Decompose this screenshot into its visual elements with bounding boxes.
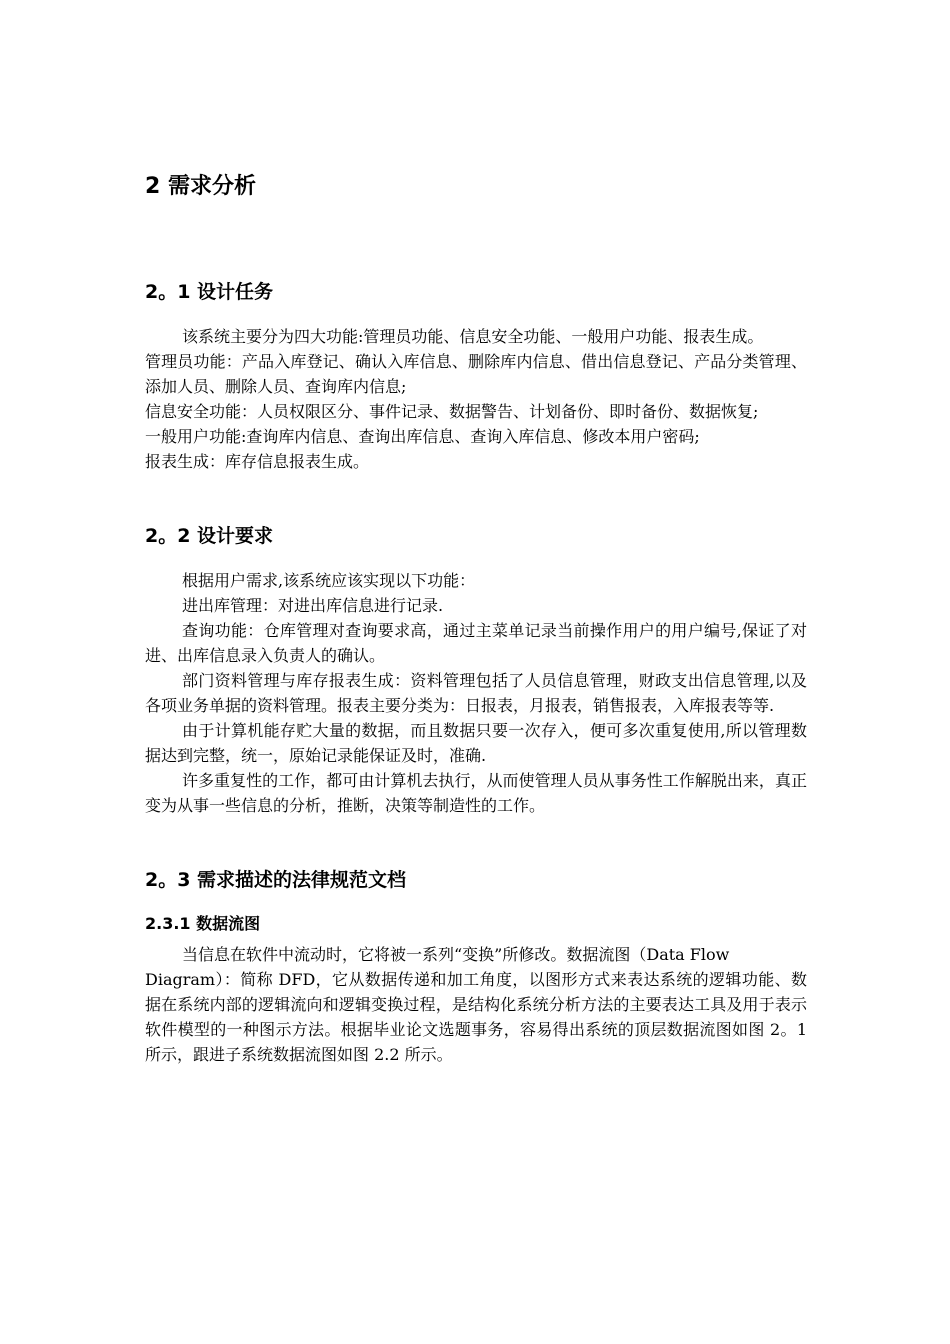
chapter-title: 2 需求分析 xyxy=(145,174,256,199)
section-title: 2。2 设计要求 xyxy=(145,525,274,547)
paragraph: 许多重复性的工作，都可由计算机去执行，从而使管理人员从事务性工作解脱出来，真正变为从事一些信息的分析，推断，决策等制造性的工作。 xyxy=(145,771,807,815)
paragraph: 管理员功能：产品入库登记、确认入库信息、删除库内信息、借出信息登记、产品分类管理、添加人员、删除人员、查询库内信息; xyxy=(145,352,807,396)
paragraph: 当信息在软件中流动时，它将被一系列“变换”所修改。数据流图（Data Flow xyxy=(182,945,730,964)
document-body xyxy=(145,170,807,1067)
section-design-requirements xyxy=(145,522,807,818)
paragraph: 查询功能：仓库管理对查询要求高，通过主菜单记录当前操作用户的用户编号,保证了对进、出库信息录入负责人的确认。 xyxy=(145,621,807,665)
paragraph: 信息安全功能：人员权限区分、事件记录、数据警告、计划备份、即时备份、数据恢复; xyxy=(145,402,759,421)
section-title: 2。1 设计任务 xyxy=(145,281,274,303)
subsection-title: 2.3.1 数据流图 xyxy=(145,914,261,933)
paragraph: 一般用户功能:查询库内信息、查询出库信息、查询入库信息、修改本用户密码; xyxy=(145,427,700,446)
paragraph: 该系统主要分为四大功能:管理员功能、信息安全功能、一般用户功能、报表生成。 xyxy=(182,327,764,346)
paragraph: 报表生成：库存信息报表生成。 xyxy=(145,452,370,471)
paragraph: 由于计算机能存贮大量的数据，而且数据只要一次存入，便可多次重复使用,所以管理数据达到完整，统一，原始记录能保证及时，准确. xyxy=(145,721,807,765)
section-title: 2。3 需求描述的法律规范文档 xyxy=(145,869,407,891)
paragraph: 进出库管理：对进出库信息进行记录. xyxy=(182,596,444,615)
section-legal-specification xyxy=(145,866,807,1067)
paragraph: 部门资料管理与库存报表生成：资料管理包括了人员信息管理，财政支出信息管理,以及各项业务单据的资料管理。报表主要分类为：日报表，月报表，销售报表，入库报表等等. xyxy=(145,671,807,715)
paragraph: 根据用户需求,该系统应该实现以下功能： xyxy=(182,571,476,590)
section-design-task xyxy=(145,278,807,474)
paragraph: Diagram）：简称 DFD，它从数据传递和加工角度，以图形方式来表达系统的逻辑功能、数据在系统内部的逻辑流向和逻辑变换过程，是结构化系统分析方法的主要表达工具及用于表示软件模型的一种图示方法。根据毕业论文选题事务，容易得出系统的顶层数据流图如图 2。1 所示，跟进子系统数据流图如图 2.2 所示。 xyxy=(145,970,807,1064)
